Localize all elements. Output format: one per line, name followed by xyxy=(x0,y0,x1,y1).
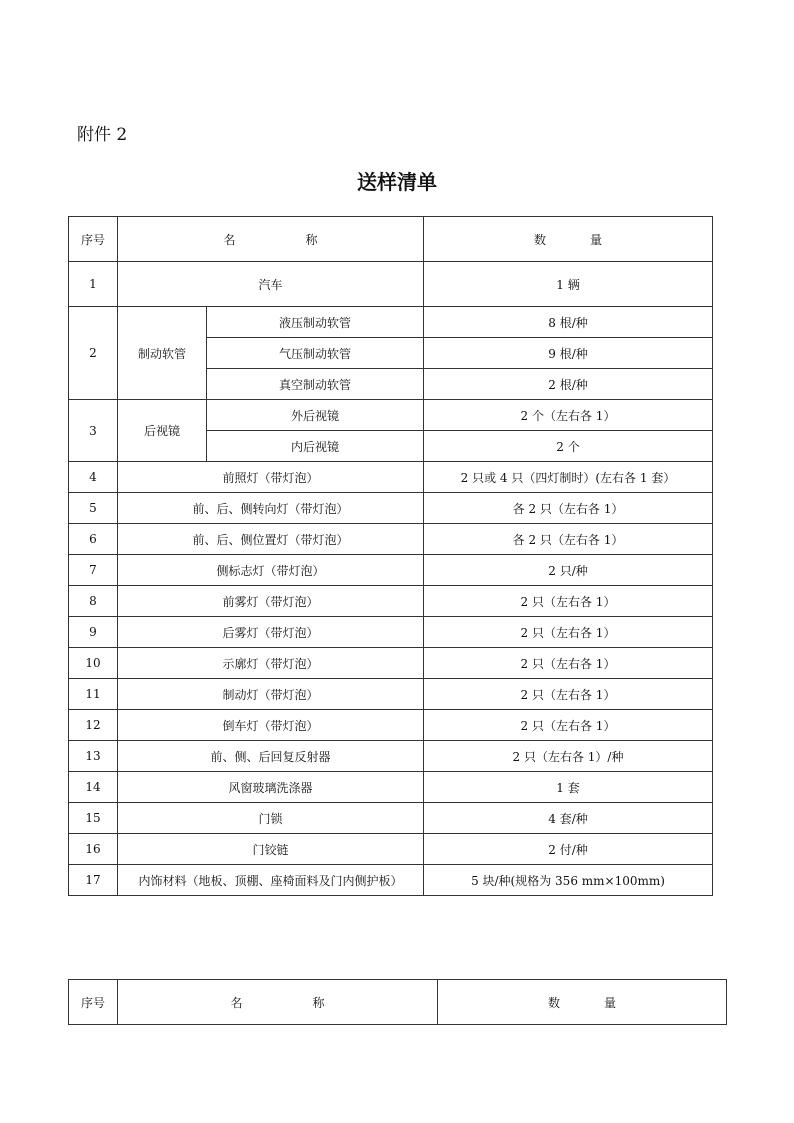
header-name-char-2: 称 xyxy=(305,232,318,247)
row-qty: 2 只（左右各 1）/种 xyxy=(424,741,713,772)
header-qty xyxy=(424,217,713,262)
row-seq: 4 xyxy=(69,462,118,493)
row-group-name: 制动软管 xyxy=(118,307,207,400)
header-name-char-1: 名 xyxy=(223,232,236,247)
table-row xyxy=(69,834,713,865)
row-seq: 1 xyxy=(69,262,118,307)
row-qty: 2 付/种 xyxy=(424,834,713,865)
row-seq: 16 xyxy=(69,834,118,865)
row-seq: 15 xyxy=(69,803,118,834)
row-item-name: 外后视镜 xyxy=(207,400,424,431)
table-row xyxy=(69,803,713,834)
row-seq: 2 xyxy=(69,307,118,400)
table-row xyxy=(69,524,713,555)
row-name: 侧标志灯（带灯泡） xyxy=(118,555,424,586)
continued-table xyxy=(68,979,727,1025)
row-name: 汽车 xyxy=(118,262,424,307)
table-row xyxy=(69,262,713,307)
row-qty: 2 个（左右各 1） xyxy=(424,400,713,431)
header-qty-char-2: 量 xyxy=(604,995,617,1010)
table-row xyxy=(69,679,713,710)
row-item-name: 内后视镜 xyxy=(207,431,424,462)
row-qty: 4 套/种 xyxy=(424,803,713,834)
row-item-name: 真空制动软管 xyxy=(207,369,424,400)
row-seq: 17 xyxy=(69,865,118,896)
row-qty: 2 只（左右各 1） xyxy=(424,679,713,710)
table-row xyxy=(69,741,713,772)
row-item-name: 气压制动软管 xyxy=(207,338,424,369)
table-row xyxy=(69,617,713,648)
row-item-name: 液压制动软管 xyxy=(207,307,424,338)
row-qty: 2 只（左右各 1） xyxy=(424,586,713,617)
row-seq: 11 xyxy=(69,679,118,710)
row-qty: 2 只（左右各 1） xyxy=(424,617,713,648)
row-name: 门锁 xyxy=(118,803,424,834)
row-seq: 12 xyxy=(69,710,118,741)
row-name: 示廓灯（带灯泡） xyxy=(118,648,424,679)
table-row xyxy=(69,710,713,741)
table-row xyxy=(69,586,713,617)
sample-list-body xyxy=(69,217,713,896)
row-qty: 9 根/种 xyxy=(424,338,713,369)
row-seq: 9 xyxy=(69,617,118,648)
row-name: 前雾灯（带灯泡） xyxy=(118,586,424,617)
row-qty: 各 2 只（左右各 1） xyxy=(424,493,713,524)
row-name: 内饰材料（地板、顶棚、座椅面料及门内侧护板） xyxy=(118,865,424,896)
page-title: 送样清单 xyxy=(357,170,437,194)
row-name: 后雾灯（带灯泡） xyxy=(118,617,424,648)
row-qty: 各 2 只（左右各 1） xyxy=(424,524,713,555)
row-name: 门铰链 xyxy=(118,834,424,865)
row-qty: 2 只/种 xyxy=(424,555,713,586)
row-seq: 7 xyxy=(69,555,118,586)
row-seq: 8 xyxy=(69,586,118,617)
row-group-name: 后视镜 xyxy=(118,400,207,462)
row-name: 风窗玻璃洗涤器 xyxy=(118,772,424,803)
header-name xyxy=(118,217,424,262)
row-qty: 1 套 xyxy=(424,772,713,803)
row-seq: 5 xyxy=(69,493,118,524)
row-qty: 8 根/种 xyxy=(424,307,713,338)
table-row xyxy=(69,307,713,338)
row-seq: 3 xyxy=(69,400,118,462)
header-qty-char-1: 数 xyxy=(533,232,546,247)
row-qty: 2 个 xyxy=(424,431,713,462)
row-qty: 1 辆 xyxy=(424,262,713,307)
header-seq: 序号 xyxy=(69,980,118,1025)
row-qty: 5 块/种(规格为 356 mm×100mm) xyxy=(424,865,713,896)
row-qty: 2 只（左右各 1） xyxy=(424,648,713,679)
table-header-row xyxy=(69,217,713,262)
table-row xyxy=(69,865,713,896)
header-name-char-1: 名 xyxy=(230,995,243,1010)
header-qty xyxy=(438,980,727,1025)
row-name: 前、侧、后回复反射器 xyxy=(118,741,424,772)
sample-list-table xyxy=(68,216,713,896)
header-name-char-2: 称 xyxy=(312,995,325,1010)
table-row xyxy=(69,772,713,803)
row-qty: 2 根/种 xyxy=(424,369,713,400)
table-row xyxy=(69,400,713,431)
table-row xyxy=(69,648,713,679)
row-seq: 6 xyxy=(69,524,118,555)
header-seq: 序号 xyxy=(69,217,118,262)
attachment-label: 附件 2 xyxy=(77,125,128,145)
row-name: 前照灯（带灯泡） xyxy=(118,462,424,493)
row-seq: 13 xyxy=(69,741,118,772)
row-name: 倒车灯（带灯泡） xyxy=(118,710,424,741)
row-qty: 2 只或 4 只（四灯制时）(左右各 1 套） xyxy=(424,462,713,493)
table-row xyxy=(69,555,713,586)
header-qty-char-2: 量 xyxy=(590,232,603,247)
header-qty-char-1: 数 xyxy=(547,995,560,1010)
row-name: 前、后、侧转向灯（带灯泡） xyxy=(118,493,424,524)
table-row xyxy=(69,493,713,524)
header-name xyxy=(118,980,438,1025)
row-seq: 10 xyxy=(69,648,118,679)
row-name: 前、后、侧位置灯（带灯泡） xyxy=(118,524,424,555)
table-header-row xyxy=(69,980,727,1025)
row-qty: 2 只（左右各 1） xyxy=(424,710,713,741)
row-name: 制动灯（带灯泡） xyxy=(118,679,424,710)
table-row xyxy=(69,462,713,493)
row-seq: 14 xyxy=(69,772,118,803)
